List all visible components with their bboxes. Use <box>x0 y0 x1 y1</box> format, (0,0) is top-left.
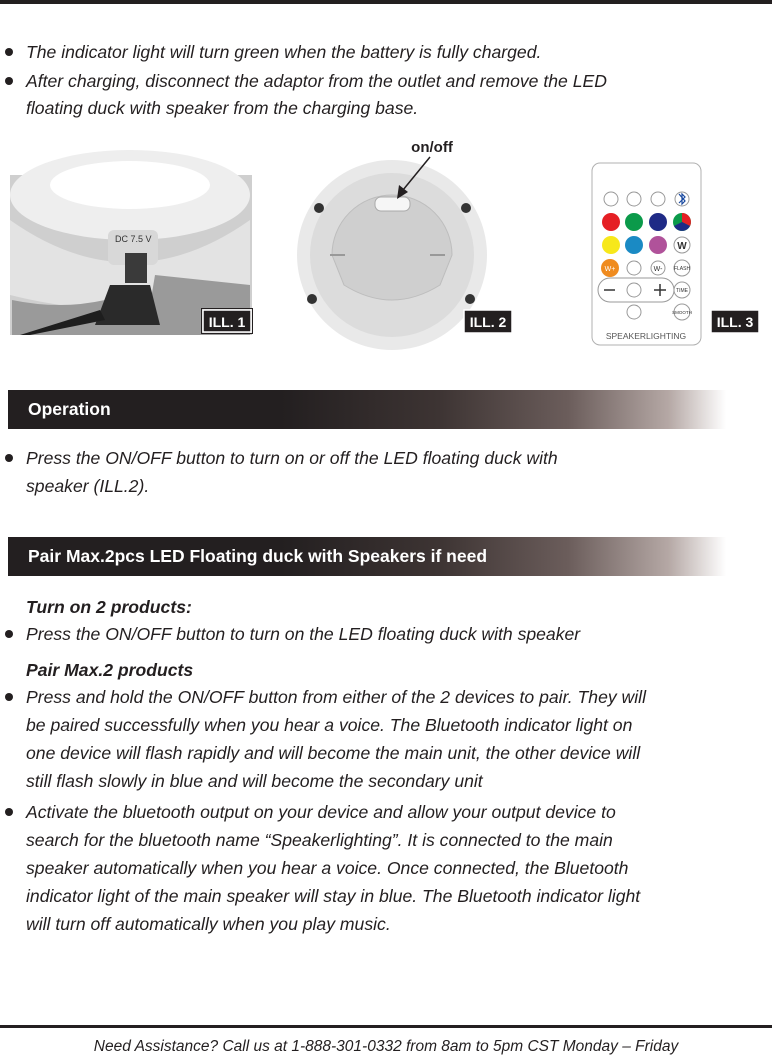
bullet-text-continued: still flash slowly in blue and will become the secondary unit <box>26 771 483 791</box>
green-color-button <box>625 213 643 231</box>
subheading-pair: Pair Max.2 products <box>26 660 194 680</box>
remote-wplus-label: W+ <box>604 266 616 273</box>
operation-heading-bar <box>8 390 726 429</box>
bullet-text-continued: indicator light of the main speaker will stay in blue. The Bluetooth indicator light <box>26 886 641 906</box>
play-pause-button <box>627 283 641 297</box>
bullet-text-continued: search for the bluetooth name “Speakerlighting”. It is connected to the main <box>26 830 613 850</box>
remote-smooth-label: SMOOTH <box>672 310 692 315</box>
next-button <box>627 305 641 319</box>
bullet-dot <box>5 808 13 816</box>
bullet-text: Press the ON/OFF button to turn on or off the LED floating duck with <box>26 448 558 468</box>
ill-3-label: ILL. 3 <box>716 314 754 330</box>
sun-icon <box>651 192 665 206</box>
dc-voltage-label: DC 7.5 V <box>115 234 152 244</box>
bullet-dot <box>5 630 13 638</box>
bullet-dot <box>5 454 13 462</box>
blue-color-button <box>649 213 667 231</box>
pair-heading-bar <box>8 537 726 576</box>
illustrations <box>0 135 772 350</box>
remote-time-label: TIME <box>676 288 688 294</box>
sun-icon <box>627 192 641 206</box>
footer-text: Need Assistance? Call us at 1-888-301-0332 from 8am to 5pm CST Monday – Friday <box>93 1038 679 1055</box>
top-rule <box>0 0 772 4</box>
on-off-label: on/off <box>411 139 453 156</box>
pair-heading: Pair Max.2pcs LED Floating duck with Speakers if need <box>28 546 488 566</box>
remote-flash-label: FLASH <box>673 266 691 272</box>
bullet-dot <box>5 77 13 85</box>
bullet-dot <box>5 48 13 56</box>
cyan-color-button <box>625 236 643 254</box>
bullet-text-continued: floating duck with speaker from the charging base. <box>26 98 419 118</box>
purple-color-button <box>649 236 667 254</box>
remote-control-illustration <box>592 163 701 345</box>
operation-heading: Operation <box>28 399 111 419</box>
bullet-text-continued: speaker automatically when you hear a voice. Once connected, the Bluetooth <box>26 858 629 878</box>
bullet-text: After charging, disconnect the adaptor from the outlet and remove the LED <box>26 71 607 91</box>
bullet-text-continued: be paired successfully when you hear a voice. The Bluetooth indicator light on <box>26 715 633 735</box>
red-color-button <box>602 213 620 231</box>
prev-button <box>627 261 641 275</box>
ill-1-label: ILL. 1 <box>208 314 246 330</box>
sun-icon <box>604 192 618 206</box>
remote-w-label: W <box>677 241 687 252</box>
bullet-text: Activate the bluetooth output on your device and allow your output device to <box>26 802 616 822</box>
bullet-text: Press the ON/OFF button to turn on the LED floating duck with speaker <box>26 624 581 644</box>
remote-brand-label: SPEAKERLIGHTING <box>605 331 687 341</box>
yellow-color-button <box>602 236 620 254</box>
subheading-turn-on: Turn on 2 products: <box>26 597 192 617</box>
bullet-text-continued: speaker (ILL.2). <box>26 476 150 496</box>
charging-base-illustration <box>10 150 252 335</box>
remote-wminus-label: W- <box>653 266 663 273</box>
bullet-text: Press and hold the ON/OFF button from either of the 2 devices to pair. They will <box>26 687 646 707</box>
bullet-text-continued: one device will flash rapidly and will become the main unit, the other device will <box>26 743 641 763</box>
duck-bottom-illustration <box>297 160 487 350</box>
bullet-dot <box>5 693 13 701</box>
footer-rule <box>0 1025 772 1028</box>
bullet-text: The indicator light will turn green when the battery is fully charged. <box>26 42 542 62</box>
ill-2-label: ILL. 2 <box>469 314 507 330</box>
bullet-text-continued: will turn off automatically when you play music. <box>26 914 391 934</box>
